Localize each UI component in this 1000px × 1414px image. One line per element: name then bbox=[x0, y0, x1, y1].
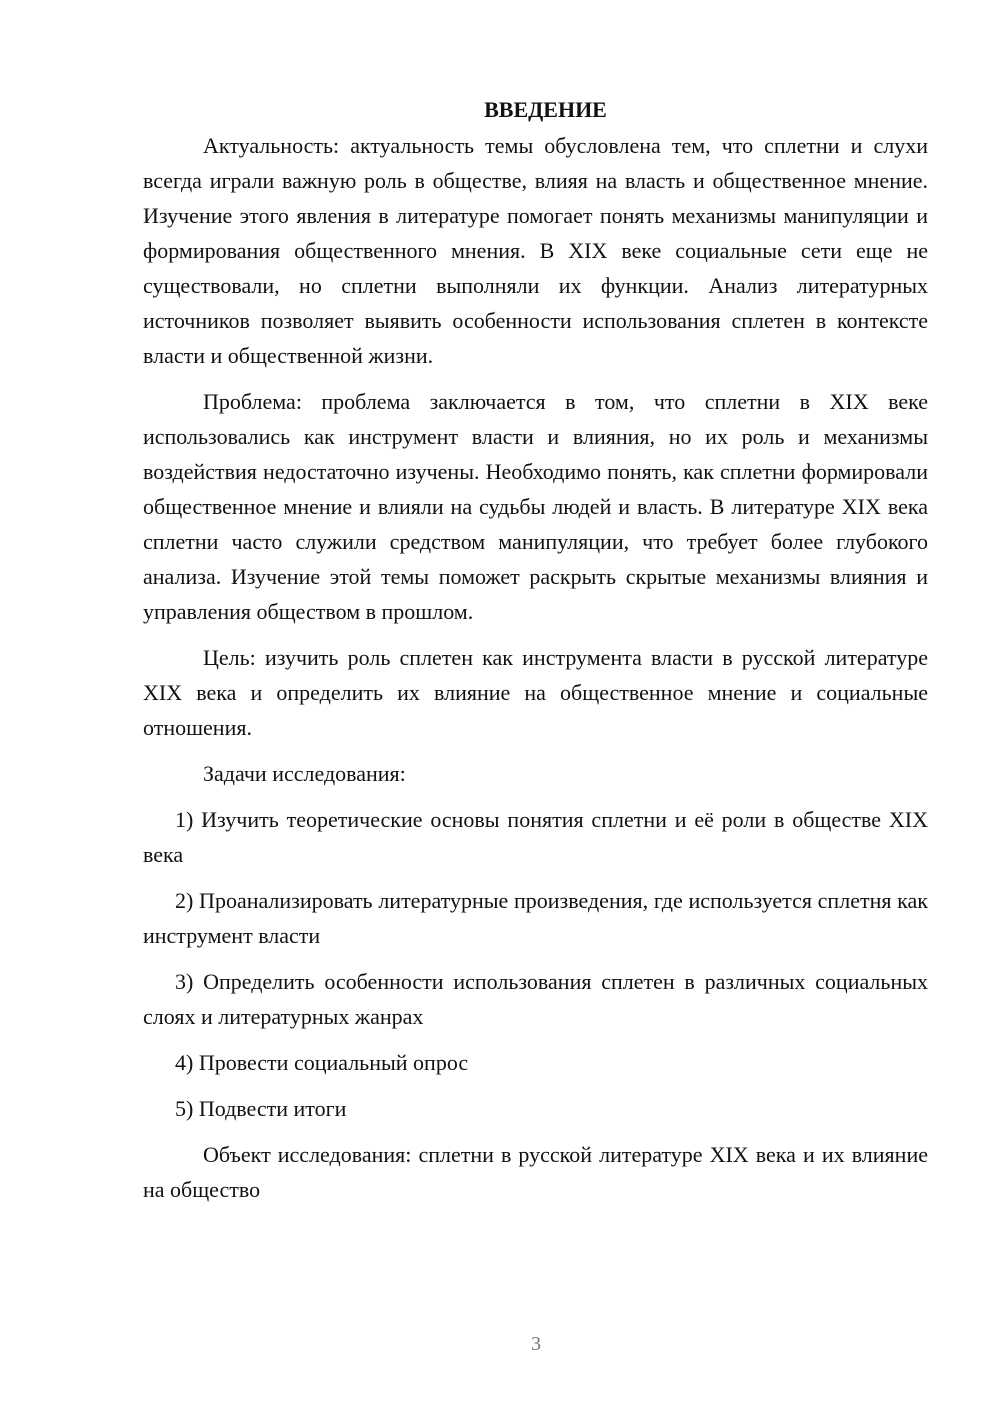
paragraph-object: Объект исследования: сплетни в русской литературе XIX века и их влияние на общество bbox=[143, 1142, 928, 1202]
paragraph-goal: Цель: изучить роль сплетен как инструмента власти в русской литературе XIX века и определить их влияние на общественное мнение и социальные отношения. bbox=[143, 645, 928, 740]
page-content bbox=[143, 92, 928, 1218]
task-item: 2) Проанализировать литературные произведения, где используется сплетня как инструмент власти bbox=[143, 888, 928, 948]
task-item: 4) Провести социальный опрос bbox=[175, 1050, 469, 1075]
task-item: 5) Подвести итоги bbox=[175, 1096, 347, 1121]
tasks-heading: Задачи исследования: bbox=[203, 761, 406, 786]
section-heading: ВВЕДЕНИЕ bbox=[484, 97, 607, 122]
page-number: 3 bbox=[531, 1333, 541, 1355]
task-item: 3) Определить особенности использования сплетен в различных социальных слоях и литературных жанрах bbox=[143, 969, 928, 1029]
task-item: 1) Изучить теоретические основы понятия сплетни и её роли в обществе XIX века bbox=[143, 807, 928, 867]
paragraph-problem: Проблема: проблема заключается в том, что сплетни в XIX веке использовались как инструмент власти и влияния, но их роль и механизмы воздействия недостаточно изучены. Необходимо понять, как сплетни формировали общественное мнение и влияли на судьбы людей и власть. В литературе XIX века сплетни часто служили средством манипуляции, что требует более глубокого анализа. Изучение этой темы поможет раскрыть скрытые механизмы влияния и управления обществом в прошлом. bbox=[143, 389, 928, 624]
paragraph-relevance: Актуальность: актуальность темы обусловлена тем, что сплетни и слухи всегда играли важную роль в обществе, влияя на власть и общественное мнение. Изучение этого явления в литературе помогает понять механизмы манипуляции и формирования общественного мнения. В XIX веке социальные сети еще не существовали, но сплетни выполняли их функции. Анализ литературных источников позволяет выявить особенности использования сплетен в контексте власти и общественной жизни. bbox=[143, 133, 928, 368]
